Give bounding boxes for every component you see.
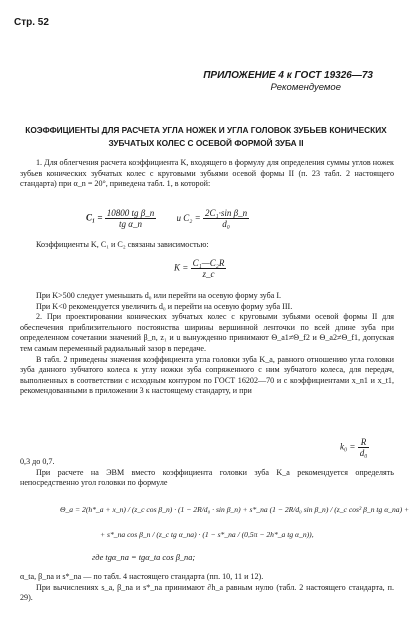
formula-where-text: где tgα_na = tgα_ta cos β_na;: [92, 553, 196, 562]
formula-c1-numerator: 10800 tg β_n: [106, 208, 155, 218]
paragraph-3-text: При K>500 следует уменьшать d₀ или перейти на осевую форму зуба I.: [36, 291, 282, 300]
paragraph-8-text: α_ta, β_na и s*_na — по табл. 4 настоящего стандарта (пп. 10, 11 и 12).: [20, 572, 264, 581]
paragraphs-3-6: [20, 291, 394, 397]
paragraph-7-text: При расчете на ЭВМ вместо коэффициента головки зуба K_a рекомендуется определять непосредственно угол головки по формуле: [20, 467, 394, 488]
paragraph-2-text: Коэффициенты K, C₁ и C₂ связаны зависимостью:: [36, 240, 209, 249]
paragraph-1-text: 1. Для облегчения расчета коэффициента K, входящего в формулу для определения суммы углов ножек зубьев конических зубчатых колес с круговыми зубьями осевой формы II (п. 23 табл. 2 настоящего стандарта) при α_n = 20°, приведена табл. 1, в которой:: [20, 158, 394, 189]
formula-k0: [340, 437, 369, 458]
formula-theta-line-2: [100, 530, 314, 539]
formula-k0-fraction: [358, 437, 370, 458]
formula-where: [92, 553, 195, 562]
formula-c2-denominator: d₀: [222, 219, 230, 229]
formula-theta-line1: 2(h*_a + x_n) / (z_c cos β_n) · (1 − 2R/d₀ · sin β_n) + s*_na (1 − 2R/d₀ sin β_n) / (z_c cos² β_n tg α_na) +: [82, 505, 409, 514]
formula-c2-lhs: и C₂ =: [176, 212, 201, 223]
section-title: КОЭФФИЦИЕНТЫ ДЛЯ РАСЧЕТА УГЛА НОЖЕК И УГЛА ГОЛОВОК ЗУБЬЕВ КОНИЧЕСКИХ ЗУБЧАТЫХ КОЛЕС С ОСЕВОЙ ФОРМОЙ ЗУБА II: [25, 125, 387, 148]
page-number: Стр. 52: [14, 17, 49, 28]
formula-c1-c2: [86, 208, 249, 229]
formula-theta-line2: + s*_na cos β_n / (z_c tg α_na) · (1 − s*_na / (0,5π − 2h*_a tg α_n)),: [100, 530, 314, 539]
paragraph-6-text: В табл. 2 приведены значения коэффициента угла головки зуба K_a, равного отношению угла головки зуба данного зубчатого колеса к углу ножки зуба сопряженного с ним зубчатого колеса, для передач, выполненных в соответствии с исходным контуром по ГОСТ 16202—70 и с коэффициентами x_n1 и x_t1, рекомендованными в приложении 3 к настоящему стандарту, и при: [20, 354, 394, 396]
formula-c2-fraction: [203, 208, 249, 229]
paragraphs-8-9: [20, 572, 394, 604]
paragraph-2: [20, 240, 394, 251]
formula-theta-lhs: Θ_a =: [60, 505, 81, 514]
paragraph-1: [20, 158, 394, 190]
appendix-status: Рекомендуемое: [270, 82, 341, 93]
paragraphs-6-7: [20, 457, 394, 489]
formula-k-lhs: K =: [174, 262, 189, 273]
paragraph-4-text: При K<0 рекомендуется увеличить d₀ и перейти на осевую форму зуба III.: [36, 301, 293, 311]
formula-c1-fraction: [105, 208, 156, 229]
paragraph-9-text: При вычислениях s_a, β_na и s*_na принимают ∂h_a равным нулю (табл. 2 настоящего стандарта, п. 29).: [20, 582, 394, 603]
formula-k-fraction: [191, 258, 227, 279]
formula-k0-denominator: d₀: [359, 448, 368, 458]
formula-k-denominator: z_c: [202, 269, 215, 279]
formula-k0-lhs: k₀ =: [340, 441, 356, 452]
formula-k-numerator: C₁—C₂R: [192, 258, 225, 268]
formula-k: [174, 258, 226, 279]
formula-c1-denominator: tg α_n: [119, 219, 143, 229]
formula-c2-numerator: 2C₁·sin β_n: [204, 208, 248, 218]
paragraph-6-tail: 0,3 до 0,7.: [20, 457, 55, 466]
formula-theta-a: [60, 502, 409, 518]
appendix-heading: ПРИЛОЖЕНИЕ 4 к ГОСТ 19326—73: [203, 70, 373, 81]
paragraph-5-text: 2. При проектировании конических зубчатых колес с круговыми зубьями осевой формы II для обеспечения приблизительного постоянства ширины вершинной ленточки по всей длине зуба при определенном сочетании значений β_n, z₁ и u вынужденно принимают Θ_a1≠Θ_f2 и Θ_a2≠Θ_f1, допуская тем самым переменный радиальный зазор в передаче.: [20, 312, 394, 353]
formula-k0-numerator: R: [358, 437, 370, 448]
formula-c1-lhs: C₁ =: [86, 212, 103, 223]
